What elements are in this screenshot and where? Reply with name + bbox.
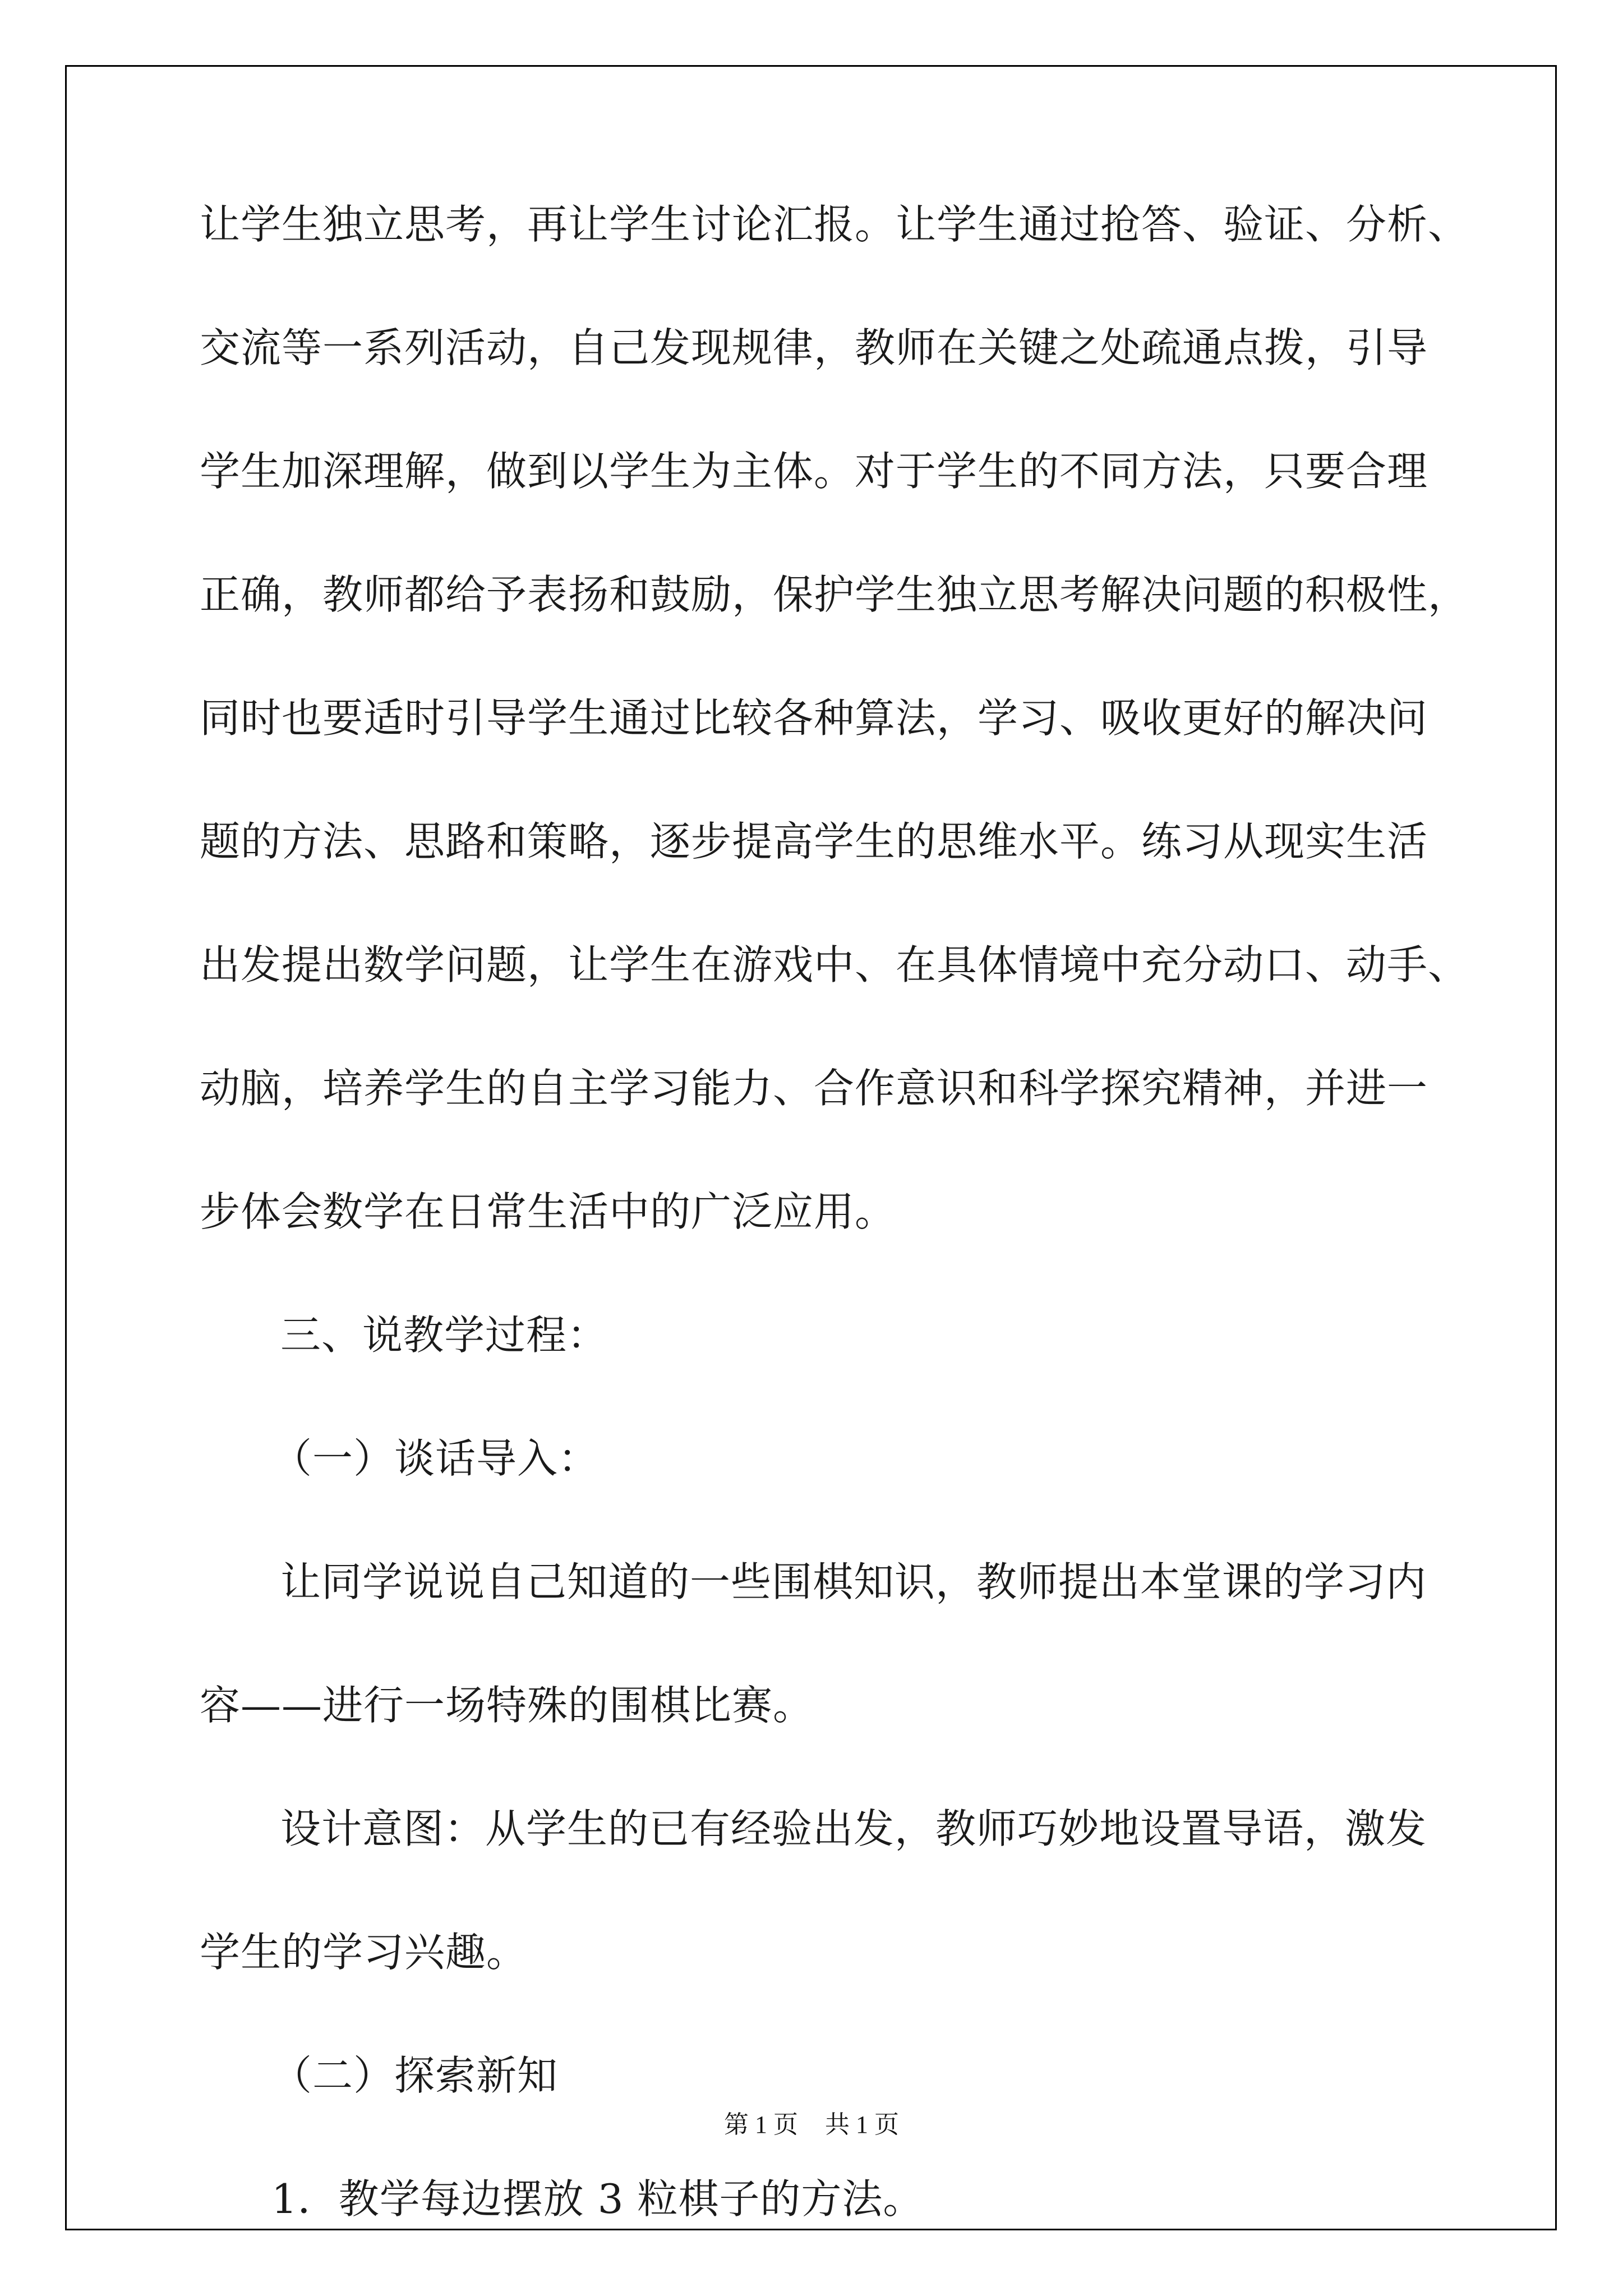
paragraph-line: 动脑，培养学生的自主学习能力、合作意识和科学探究精神，并进一	[200, 1065, 1428, 1112]
paragraph-line: 让同学说说自己知道的一些围棋知识，教师提出本堂课的学习内	[280, 1558, 1427, 1605]
page-border	[65, 65, 1557, 2230]
subsection-heading: （二）探索新知	[271, 2052, 559, 2099]
page-number-total: 共 1 页	[825, 2111, 899, 2138]
paragraph-line: 学生加深理解，做到以学生为主体。对于学生的不同方法，只要合理	[200, 448, 1428, 495]
paragraph-line: 题的方法、思路和策略，逐步提高学生的思维水平。练习从现实生活	[200, 818, 1428, 865]
paragraph-line: 正确，教师都给予表扬和鼓励，保护学生独立思考解决问题的积极性，	[200, 571, 1469, 618]
paragraph-line: 交流等一系列活动，自己发现规律，教师在关键之处疏通点拨，引导	[200, 324, 1428, 371]
paragraph-line: 出发提出数学问题，让学生在游戏中、在具体情境中充分动口、动手、	[200, 941, 1469, 988]
paragraph-line: 设计意图：从学生的已有经验出发，教师巧妙地设置导语，激发	[280, 1805, 1427, 1852]
page-footer	[0, 2109, 1623, 2141]
section-heading: 三、说教学过程：	[280, 1312, 608, 1359]
paragraph-line: 步体会数学在日常生活中的广泛应用。	[200, 1188, 896, 1235]
paragraph-line: 学生的学习兴趣。	[200, 1929, 528, 1976]
paragraph-line: 让学生独立思考，再让学生讨论汇报。让学生通过抢答、验证、分析、	[200, 201, 1469, 248]
subsection-heading: （一）谈话导入：	[271, 1435, 600, 1482]
paragraph-line: 容——进行一场特殊的围棋比赛。	[200, 1682, 814, 1729]
page-number-current: 第 1 页	[724, 2111, 798, 2138]
paragraph-line: 同时也要适时引导学生通过比较各种算法，学习、吸收更好的解决问	[200, 694, 1428, 742]
list-item: 1．教学每边摆放 3 粒棋子的方法。	[271, 2175, 924, 2223]
